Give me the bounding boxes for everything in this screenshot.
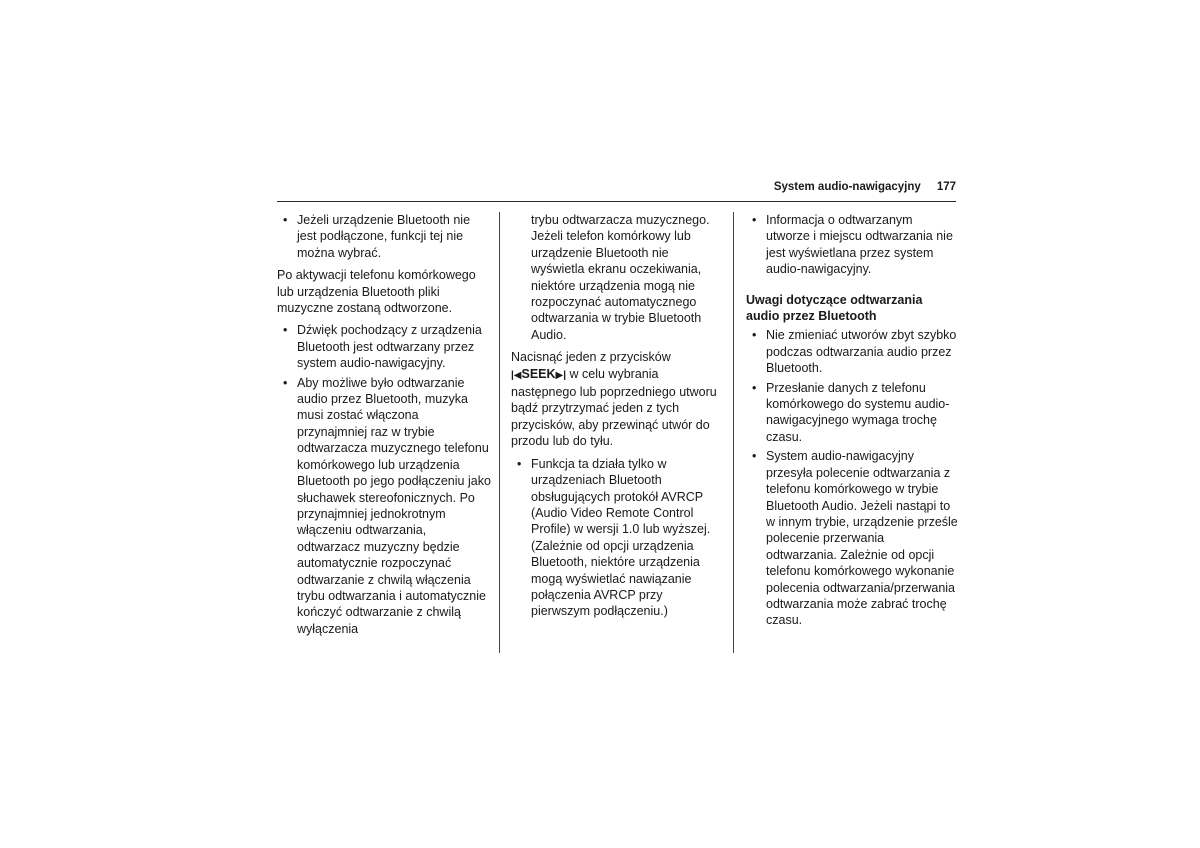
paragraph-end: w celu wybrania następnego lub poprzedniego utworu bądź przytrzymać jeden z tych przycisków, aby przewinąć utwór do przodu lub do tyłu. <box>511 366 717 449</box>
bullet-list <box>277 322 492 637</box>
list-item: • Dźwięk pochodzący z urządzenia Bluetooth jest odtwarzany przez system audio-nawigacyjny. <box>277 322 492 371</box>
list-item: • Informacja o odtwarzanym utworze i miejscu odtwarzania nie jest wyświetlana przez system audio-nawigacyjny. <box>746 212 958 278</box>
list-item: • Jeżeli urządzenie Bluetooth nie jest podłączone, funkcji tej nie można wybrać. <box>277 212 492 261</box>
paragraph <box>511 349 723 449</box>
seek-back-icon: |◀ <box>511 369 522 381</box>
page-header <box>277 181 956 202</box>
list-item: • System audio-nawigacyjny przesyła polecenie odtwarzania z telefonu komórkowego w trybie Bluetooth Audio. Jeżeli nastąpi to w innym trybie, urządzenie prześle polecenie przerwania odtwarzania. Zależnie od opcji telefonu komórkowego wykonanie polecenia odtwarzania/przerwania odtwarzania może zabrać trochę czasu. <box>746 448 958 628</box>
column-3 <box>746 212 958 635</box>
paragraph: Po aktywacji telefonu komórkowego lub urządzenia Bluetooth pliki muzyczne zostaną odtworzone. <box>277 268 476 316</box>
list-item: • Funkcja ta działa tylko w urządzeniach Bluetooth obsługujących protokół AVRCP (Audio Video Remote Control Profile) w wersji 1.0 lub wyższej. (Zależnie od opcji urządzenia Bluetooth, niektóre urządzenia mogą wyświetlać nawiązanie połączenia AVRCP przy pierwszym podłączeniu.) <box>511 456 723 620</box>
seek-button-label: |◀SEEK▶| <box>511 366 567 381</box>
list-item: • Przesłanie danych z telefonu komórkowego do systemu audio-nawigacyjnego wymaga trochę czasu. <box>746 380 958 446</box>
list-item: • Aby możliwe było odtwarzanie audio przez Bluetooth, muzyka musi zostać włączona przynajmniej raz w trybie odtwarzacza muzycznego telefonu komórkowego lub urządzenia Bluetooth po jego podłączeniu jako słuchawek stereofonicznych. Po przynajmniej jednokrotnym włączeniu odtwarzania, odtwarzacz muzyczny będzie automatycznie rozpoczynać odtwarzanie z chwilą włączenia trybu odtwarzania i automatycznie kończyć odtwarzanie z chwilą wyłączenia <box>277 375 492 638</box>
list-item: • Nie zmieniać utworów zbyt szybko podczas odtwarzania audio przez Bluetooth. <box>746 327 958 376</box>
section-title: System audio-nawigacyjny <box>773 181 921 193</box>
continued-text: trybu odtwarzacza muzycznego. Jeżeli telefon komórkowy lub urządzenie Bluetooth nie wyświetla ekranu oczekiwania, niektóre urządzenia mogą nie rozpoczynać automatycznego odtwarzania w trybie Bluetooth Audio. <box>531 213 710 342</box>
bullet-list <box>746 212 958 278</box>
bullet-list <box>277 212 492 261</box>
column-2 <box>511 212 723 626</box>
bullet-list <box>746 327 958 628</box>
column-1 <box>277 212 492 643</box>
paragraph-start: Nacisnąć jeden z przycisków <box>511 350 671 365</box>
bullet-list <box>511 456 723 620</box>
section-heading: Uwagi dotyczące odtwarzania audio przez Bluetooth <box>746 292 923 324</box>
column-divider <box>499 212 500 653</box>
column-divider <box>733 212 734 653</box>
seek-forward-icon: ▶| <box>555 369 567 381</box>
page-number: 177 <box>936 181 956 193</box>
